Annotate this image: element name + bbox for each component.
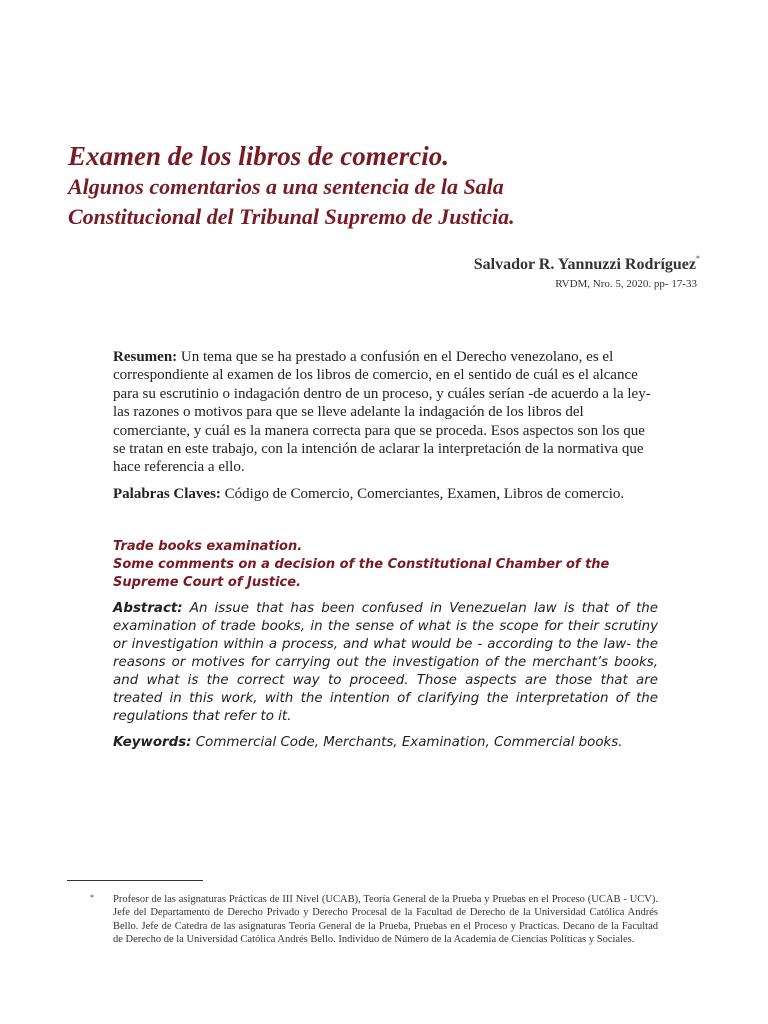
palabras-claves-label: Palabras Claves: — [113, 485, 221, 502]
resumen-label: Resumen: — [113, 349, 178, 365]
abstract-label: Abstract: — [113, 601, 183, 616]
english-title-line-2: Some comments on a decision of the Constitutional Chamber of the Supreme Court of Justice. — [113, 557, 610, 590]
resumen-text: Un tema que se ha prestado a confusión en el Derecho venezolano, es el correspondiente al examen de los libros de comercio, en el sentido de cuál es el alcance para su escrutinio o indagación dentro de un proceso, y cuáles serían -de acuerdo a la ley- las razones o motivos para que se lleve adelante la indagación de los libros del comerciante, y cuál es la manera correcta para que se proceda. Esos aspectos son los que se tratan en este trabajo, con la intención de aclarar la interpretación de la normativa que hace referencia a ello. — [113, 349, 651, 476]
palabras-claves-paragraph — [113, 485, 655, 503]
author-footnote-mark[interactable]: * — [696, 254, 700, 263]
keywords-paragraph — [113, 734, 658, 752]
keywords-text: Commercial Code, Merchants, Examination, Commercial books. — [191, 735, 623, 750]
article-title: Examen de los libros de comercio. — [68, 141, 449, 171]
abstract-paragraph — [113, 600, 658, 726]
english-title-line-1: Trade books examination. — [113, 539, 303, 554]
title-block — [68, 140, 708, 232]
english-title-block — [113, 538, 658, 592]
author-line — [474, 254, 700, 274]
author-name: Salvador R. Yannuzzi Rodríguez — [473, 256, 696, 273]
abstract-section — [113, 600, 658, 752]
footnote-text: Profesor de las asignaturas Prácticas de III Nivel (UCAB), Teoría General de la Prueba y Pruebas en el Proceso (UCAB - UCV). Jefe del Departamento de Derecho Privado y Derecho Procesal de la Facultad de Derecho de la Universidad Católica Andrés Bello. Jefe de Catedra de las asignaturas Teoría General de la Prueba, Pruebas en el Proceso y Practicas. Decano de la Facultad de Derecho de la Universidad Católica Andrés Bello. Individuo de Número de la Academia de Ciencias Políticas y Sociales. — [113, 894, 658, 946]
article-subtitle-line-2: Constitucional del Tribunal Supremo de Justicia. — [68, 204, 515, 229]
abstract-text: An issue that has been confused in Venezuelan law is that of the examination of trade books, in the sense of what is the scope for their scrutiny or investigation within a process, and what would be - according to the law- the reasons or motives for carrying out the investigation of the merchant’s books, and what is the correct way to proceed. Those aspects are those that are treated in this work, with the intention of clarifying the interpretation of the regulations that refer to it. — [113, 601, 658, 724]
footnote-divider — [67, 880, 203, 881]
journal-citation: RVDM, Nro. 5, 2020. pp- 17-33 — [555, 278, 697, 290]
footnote-mark: * — [90, 893, 94, 902]
resumen-paragraph — [113, 348, 655, 477]
article-subtitle-line-1: Algunos comentarios a una sentencia de la Sala — [68, 174, 504, 199]
palabras-claves-text: Código de Comercio, Comerciantes, Examen, Libros de comercio. — [220, 485, 625, 502]
keywords-label: Keywords: — [113, 735, 192, 750]
resumen-section — [113, 348, 655, 503]
